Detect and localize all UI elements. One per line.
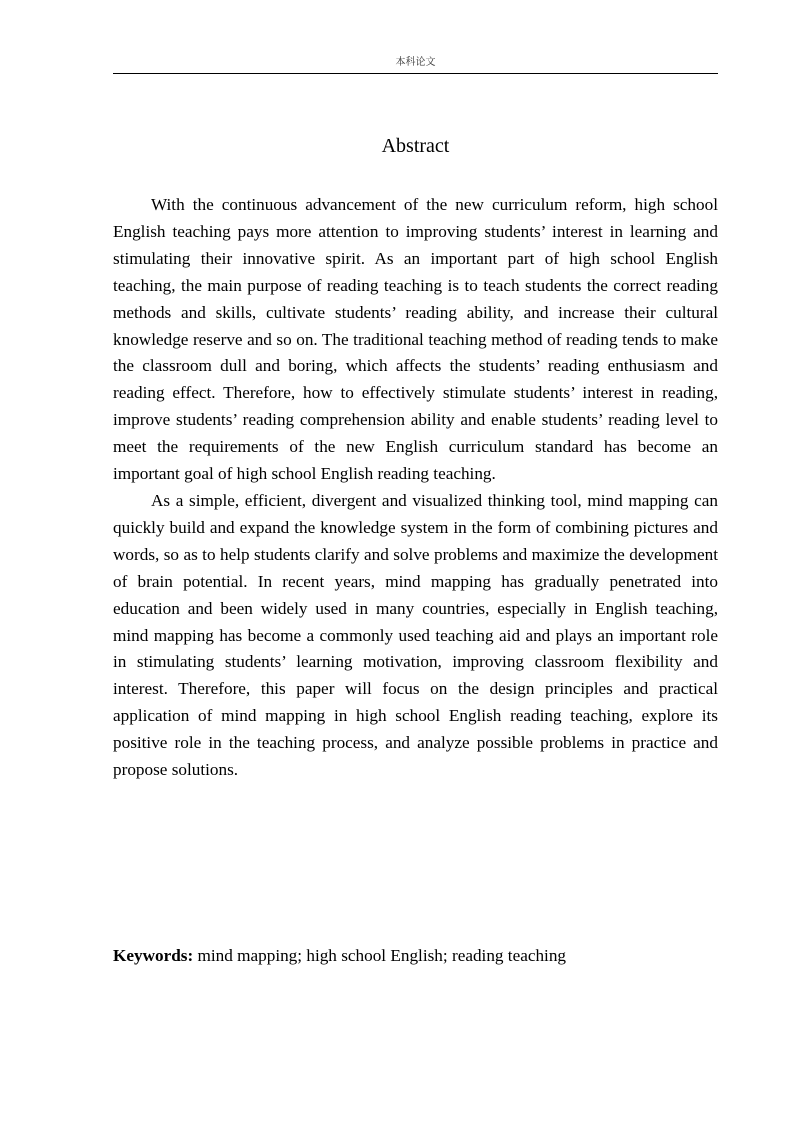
page-header: 本科论文 [395, 57, 436, 68]
abstract-title: Abstract [381, 135, 450, 157]
header-rule [113, 73, 718, 74]
keywords-label: Keywords: [113, 946, 194, 965]
abstract-paragraph-2: As a simple, efficient, divergent and visualized thinking tool, mind mapping can quickly build and expand the knowledge system in the form of combining pictures and words, so as to help students clarify and solve problems and maximize the development of brain potential. In recent years, mind mapping has gradually penetrated into education and been widely used in many countries, especially in English teaching, mind mapping has become a commonly used teaching aid and plays an important role in stimulating students’ learning motivation, improving classroom flexibility and interest. Therefore, this paper will focus on the design principles and practical application of mind mapping in high school English reading teaching, explore its positive role in the teaching process, and analyze possible problems in practice and propose solutions. [113, 490, 718, 780]
abstract-paragraph-1: With the continuous advancement of the new curriculum reform, high school English teaching pays more attention to improving students’ interest in learning and stimulating their innovative spirit. As an important part of high school English teaching, the main purpose of reading teaching is to teach students the correct reading methods and skills, cultivate students’ reading ability, and increase their cultural knowledge reserve and so on. The traditional teaching method of reading tends to make the classroom dull and boring, which affects the students’ reading enthusiasm and reading effect. Therefore, how to effectively stimulate students’ interest in reading, improve students’ reading comprehension ability and enable students’ reading level to meet the requirements of the new English curriculum standard has become an important goal of high school English reading teaching. [113, 195, 718, 484]
keywords-text: mind mapping; high school English; reading teaching [193, 946, 567, 965]
keywords-line [113, 943, 718, 969]
abstract-body [113, 192, 718, 784]
